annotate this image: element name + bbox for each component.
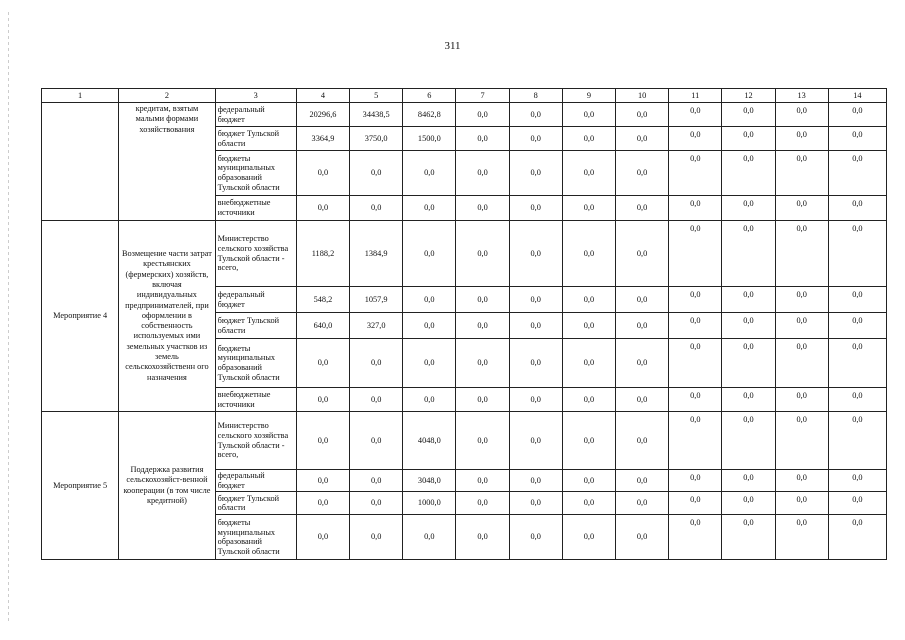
- amount-cell: 0,0: [722, 339, 775, 388]
- amount-cell: 0,0: [828, 287, 886, 313]
- amount-cell: 0,0: [669, 388, 722, 412]
- amount-cell: 3750,0: [350, 127, 403, 151]
- amount-cell: 0,0: [562, 492, 615, 515]
- amount-cell: 0,0: [403, 196, 456, 221]
- amount-cell: 0,0: [616, 470, 669, 492]
- amount-cell: 0,0: [509, 287, 562, 313]
- amount-cell: 1500,0: [403, 127, 456, 151]
- amount-cell: 0,0: [828, 103, 886, 127]
- amount-cell: 0,0: [669, 492, 722, 515]
- event-description-cell: кредитам, взятым малыми формами хозяйствования: [119, 103, 215, 221]
- amount-cell: 0,0: [296, 515, 349, 560]
- amount-cell: 0,0: [722, 515, 775, 560]
- amount-cell: 0,0: [509, 221, 562, 287]
- column-number-cell: 8: [509, 89, 562, 103]
- amount-cell: 0,0: [722, 103, 775, 127]
- amount-cell: 0,0: [296, 412, 349, 470]
- amount-cell: 0,0: [456, 492, 509, 515]
- amount-cell: 0,0: [562, 196, 615, 221]
- column-number-row: [42, 89, 887, 103]
- budget-table: [41, 88, 887, 560]
- amount-cell: 0,0: [562, 339, 615, 388]
- amount-cell: 0,0: [350, 339, 403, 388]
- amount-cell: 3048,0: [403, 470, 456, 492]
- amount-cell: 0,0: [828, 515, 886, 560]
- amount-cell: 0,0: [775, 196, 828, 221]
- amount-cell: 0,0: [350, 196, 403, 221]
- column-number-cell: 1: [42, 89, 119, 103]
- amount-cell: 0,0: [775, 221, 828, 287]
- amount-cell: 0,0: [616, 515, 669, 560]
- amount-cell: 0,0: [722, 287, 775, 313]
- amount-cell: 0,0: [403, 221, 456, 287]
- amount-cell: 1057,9: [350, 287, 403, 313]
- amount-cell: 548,2: [296, 287, 349, 313]
- amount-cell: 0,0: [775, 103, 828, 127]
- amount-cell: 0,0: [562, 515, 615, 560]
- amount-cell: 0,0: [828, 221, 886, 287]
- amount-cell: 0,0: [722, 313, 775, 339]
- amount-cell: 0,0: [562, 103, 615, 127]
- amount-cell: 0,0: [350, 515, 403, 560]
- amount-cell: 0,0: [722, 196, 775, 221]
- amount-cell: 0,0: [669, 221, 722, 287]
- amount-cell: 0,0: [775, 287, 828, 313]
- amount-cell: 0,0: [456, 313, 509, 339]
- event-description-cell: Возмещение части затрат крестьянских (фермерских) хозяйств, включая индивидуальных предпринимателей, при оформлении в собственность используемых ими земельных участков из земель сельскохозяйственн ого назначения: [119, 221, 215, 412]
- amount-cell: 0,0: [456, 287, 509, 313]
- amount-cell: 0,0: [828, 388, 886, 412]
- amount-cell: 0,0: [296, 492, 349, 515]
- amount-cell: 0,0: [722, 151, 775, 196]
- amount-cell: 0,0: [456, 388, 509, 412]
- amount-cell: 0,0: [669, 151, 722, 196]
- amount-cell: 1188,2: [296, 221, 349, 287]
- amount-cell: 0,0: [350, 151, 403, 196]
- amount-cell: 0,0: [775, 388, 828, 412]
- amount-cell: 0,0: [456, 339, 509, 388]
- amount-cell: 0,0: [669, 287, 722, 313]
- amount-cell: 0,0: [616, 196, 669, 221]
- funding-source-cell: федеральный бюджет: [215, 103, 296, 127]
- column-number-cell: 5: [350, 89, 403, 103]
- amount-cell: 0,0: [509, 470, 562, 492]
- amount-cell: 0,0: [616, 492, 669, 515]
- amount-cell: 0,0: [828, 196, 886, 221]
- column-number-cell: 4: [296, 89, 349, 103]
- amount-cell: 0,0: [828, 151, 886, 196]
- amount-cell: 0,0: [296, 339, 349, 388]
- amount-cell: 0,0: [562, 470, 615, 492]
- amount-cell: 0,0: [669, 515, 722, 560]
- funding-source-cell: Министерство сельского хозяйства Тульской области - всего,: [215, 221, 296, 287]
- page-edge-line: [8, 12, 9, 622]
- amount-cell: 0,0: [775, 339, 828, 388]
- column-number-cell: 3: [215, 89, 296, 103]
- funding-source-cell: бюджеты муниципальных образований Тульской области: [215, 339, 296, 388]
- amount-cell: 0,0: [296, 151, 349, 196]
- funding-source-cell: бюджет Тульской области: [215, 127, 296, 151]
- amount-cell: 0,0: [828, 313, 886, 339]
- amount-cell: 0,0: [509, 127, 562, 151]
- amount-cell: 0,0: [775, 313, 828, 339]
- amount-cell: 3364,9: [296, 127, 349, 151]
- amount-cell: 0,0: [616, 388, 669, 412]
- amount-cell: 0,0: [509, 515, 562, 560]
- amount-cell: 4048,0: [403, 412, 456, 470]
- funding-source-cell: федеральный бюджет: [215, 470, 296, 492]
- funding-source-cell: внебюджетные источники: [215, 196, 296, 221]
- amount-cell: 0,0: [509, 313, 562, 339]
- funding-source-cell: бюджеты муниципальных образований Тульской области: [215, 515, 296, 560]
- table-row: [42, 103, 887, 127]
- funding-source-cell: федеральный бюджет: [215, 287, 296, 313]
- amount-cell: 0,0: [509, 388, 562, 412]
- column-number-cell: 10: [616, 89, 669, 103]
- event-name-cell: [42, 103, 119, 221]
- amount-cell: 0,0: [403, 313, 456, 339]
- amount-cell: 0,0: [350, 412, 403, 470]
- amount-cell: 0,0: [456, 103, 509, 127]
- amount-cell: 0,0: [669, 339, 722, 388]
- funding-source-cell: бюджет Тульской области: [215, 313, 296, 339]
- amount-cell: 0,0: [669, 412, 722, 470]
- amount-cell: 0,0: [828, 492, 886, 515]
- amount-cell: 640,0: [296, 313, 349, 339]
- funding-source-cell: бюджет Тульской области: [215, 492, 296, 515]
- amount-cell: 0,0: [509, 196, 562, 221]
- amount-cell: 0,0: [562, 221, 615, 287]
- amount-cell: 0,0: [616, 221, 669, 287]
- amount-cell: 0,0: [296, 388, 349, 412]
- amount-cell: 0,0: [775, 127, 828, 151]
- amount-cell: 0,0: [403, 287, 456, 313]
- amount-cell: 0,0: [509, 412, 562, 470]
- amount-cell: 0,0: [562, 388, 615, 412]
- amount-cell: 0,0: [456, 515, 509, 560]
- amount-cell: 0,0: [669, 103, 722, 127]
- column-number-cell: 9: [562, 89, 615, 103]
- amount-cell: 0,0: [403, 515, 456, 560]
- amount-cell: 0,0: [722, 388, 775, 412]
- amount-cell: 0,0: [616, 127, 669, 151]
- amount-cell: 34438,5: [350, 103, 403, 127]
- amount-cell: 0,0: [669, 196, 722, 221]
- amount-cell: 0,0: [456, 127, 509, 151]
- table-row: [42, 412, 887, 470]
- column-number-cell: 12: [722, 89, 775, 103]
- amount-cell: 0,0: [616, 103, 669, 127]
- amount-cell: 0,0: [722, 492, 775, 515]
- event-description-cell: Поддержка развития сельскохозяйст-венной кооперации (в том числе кредитной): [119, 412, 215, 560]
- amount-cell: 0,0: [722, 470, 775, 492]
- amount-cell: 0,0: [775, 151, 828, 196]
- funding-source-cell: внебюджетные источники: [215, 388, 296, 412]
- amount-cell: 0,0: [562, 127, 615, 151]
- funding-source-cell: бюджеты муниципальных образований Тульской области: [215, 151, 296, 196]
- amount-cell: 0,0: [562, 412, 615, 470]
- column-number-cell: 11: [669, 89, 722, 103]
- amount-cell: 0,0: [616, 151, 669, 196]
- amount-cell: 0,0: [828, 412, 886, 470]
- column-number-cell: 2: [119, 89, 215, 103]
- amount-cell: 0,0: [669, 127, 722, 151]
- event-name-cell: Мероприятие 5: [42, 412, 119, 560]
- amount-cell: 0,0: [456, 412, 509, 470]
- amount-cell: 0,0: [562, 313, 615, 339]
- amount-cell: 0,0: [296, 470, 349, 492]
- amount-cell: 0,0: [828, 470, 886, 492]
- amount-cell: 0,0: [456, 221, 509, 287]
- amount-cell: 0,0: [509, 103, 562, 127]
- amount-cell: 0,0: [775, 492, 828, 515]
- amount-cell: 0,0: [296, 196, 349, 221]
- amount-cell: 0,0: [722, 221, 775, 287]
- amount-cell: 0,0: [828, 127, 886, 151]
- amount-cell: 8462,8: [403, 103, 456, 127]
- amount-cell: 0,0: [722, 127, 775, 151]
- amount-cell: 327,0: [350, 313, 403, 339]
- amount-cell: 0,0: [509, 492, 562, 515]
- column-number-cell: 14: [828, 89, 886, 103]
- amount-cell: 0,0: [669, 470, 722, 492]
- amount-cell: 0,0: [350, 492, 403, 515]
- amount-cell: 0,0: [403, 388, 456, 412]
- column-number-cell: 13: [775, 89, 828, 103]
- amount-cell: 0,0: [562, 287, 615, 313]
- amount-cell: 1000,0: [403, 492, 456, 515]
- amount-cell: 1384,9: [350, 221, 403, 287]
- amount-cell: 0,0: [828, 339, 886, 388]
- amount-cell: 0,0: [616, 287, 669, 313]
- amount-cell: 0,0: [616, 313, 669, 339]
- amount-cell: 0,0: [775, 470, 828, 492]
- amount-cell: 0,0: [775, 515, 828, 560]
- table-row: [42, 221, 887, 287]
- amount-cell: 0,0: [775, 412, 828, 470]
- amount-cell: 0,0: [616, 412, 669, 470]
- amount-cell: 0,0: [509, 339, 562, 388]
- amount-cell: 0,0: [403, 151, 456, 196]
- amount-cell: 0,0: [403, 339, 456, 388]
- amount-cell: 0,0: [350, 388, 403, 412]
- amount-cell: 0,0: [456, 196, 509, 221]
- column-number-cell: 7: [456, 89, 509, 103]
- funding-source-cell: Министерство сельского хозяйства Тульской области - всего,: [215, 412, 296, 470]
- amount-cell: 0,0: [456, 470, 509, 492]
- amount-cell: 0,0: [456, 151, 509, 196]
- event-name-cell: Мероприятие 4: [42, 221, 119, 412]
- amount-cell: 0,0: [350, 470, 403, 492]
- page-number: 311: [444, 40, 461, 52]
- amount-cell: 0,0: [669, 313, 722, 339]
- amount-cell: 20296,6: [296, 103, 349, 127]
- amount-cell: 0,0: [509, 151, 562, 196]
- column-number-cell: 6: [403, 89, 456, 103]
- amount-cell: 0,0: [616, 339, 669, 388]
- amount-cell: 0,0: [562, 151, 615, 196]
- amount-cell: 0,0: [722, 412, 775, 470]
